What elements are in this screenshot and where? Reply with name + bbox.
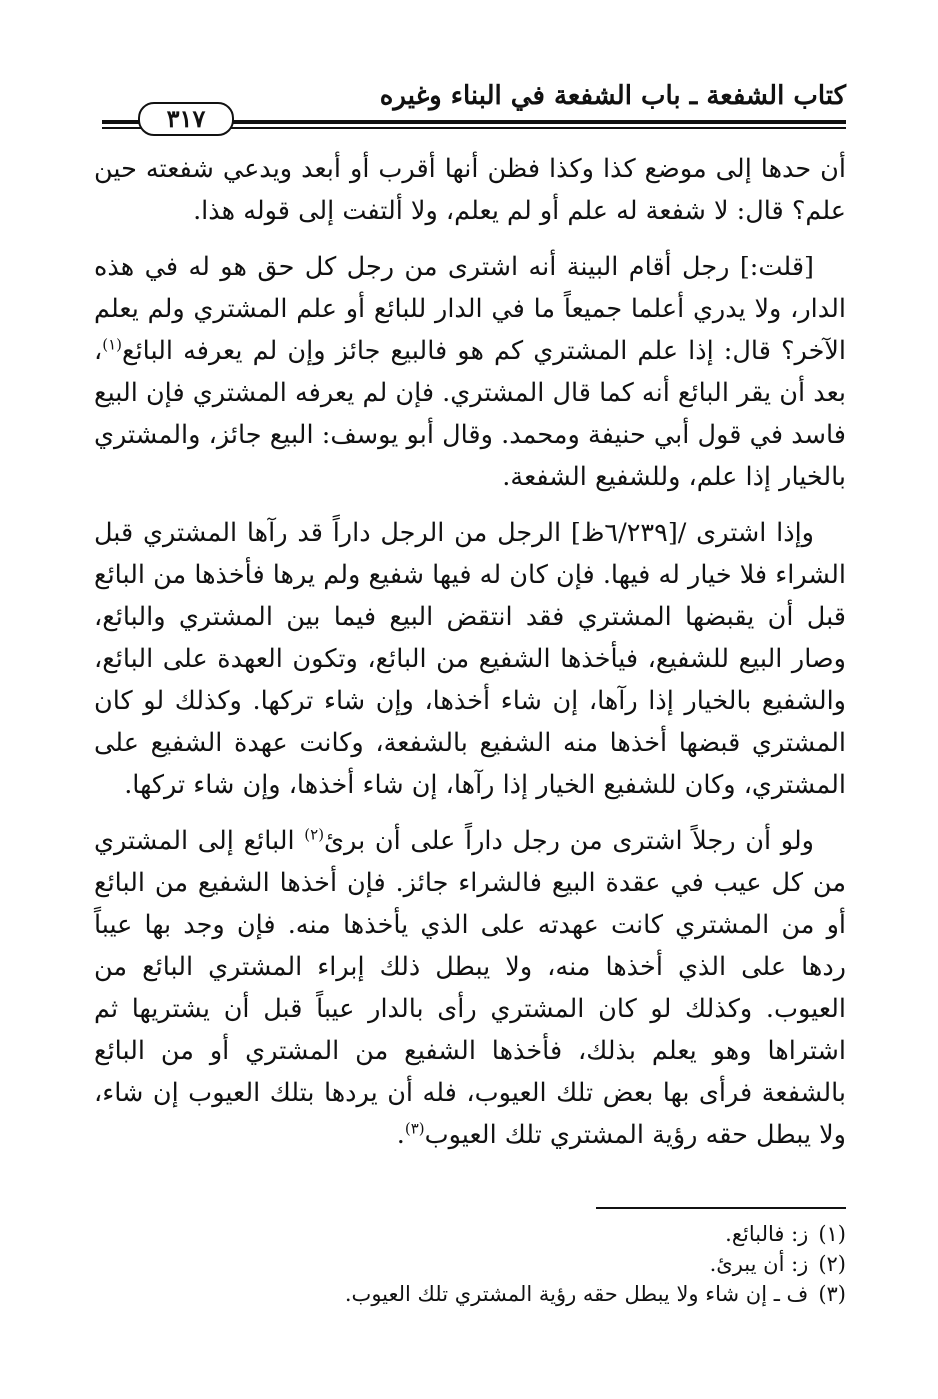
paragraph-3: وإذا اشترى /[٦/٢٣٩ظ] الرجل من الرجل داراً قد رآها المشتري قبل الشراء فلا خيار له فيها. فإن كان له فيها شفيع ولم يرها فأخذها من البائع قبل أن يقبضها المشتري فقد انتقض البيع فيما بين المشتري والبائع، وصار البيع للشفيع، فيأخذها الشفيع من البائع، وتكون العهدة على البائع، والشفيع بالخيار إذا رآها، إن شاء أخذها، وإن شاء تركها. وكذلك لو كان المشتري قبضها أخذها منه الشفيع بالشفعة، وكانت عهدة الشفيع على المشتري، وكان للشفيع الخيار إذا رآها، إن شاء أخذها، وإن شاء تركها.: [94, 518, 846, 800]
footnote-1: [94, 1219, 846, 1249]
paragraph-2: [قلت:] رجل أقام البينة أنه اشترى من رجل كل حق هو له في هذه الدار، ولا يدري أعلما جميعاً ما في الدار للبائع أو علم المشتري ولم يعلم الآخر؟ قال: إذا علم المشتري كم هو فالبيع جائز وإن لم يعرفه البائع$^{(١)}$، بعد أن يقر البائع أنه كما قال المشتري. فإن لم يعرفه المشتري فإن البيع فاسد في قول أبي حنيفة ومحمد. وقال أبو يوسف: البيع جائز، والمشتري بالخيار إذا علم، وللشفيع الشفعة.: [94, 252, 846, 492]
footnote-separator: [596, 1207, 846, 1209]
paragraph-4: ولو أن رجلاً اشترى من رجل داراً على أن برئ$^{(٢)}$ البائع إلى المشتري من كل عيب في عقدة البيع فالشراء جائز. فإن أخذها الشفيع من البائع أو من المشتري كانت عهدته على الذي يأخذها منه. فإن وجد بها عيباً ردها على الذي أخذها منه، ولا يبطل ذلك إبراء المشتري البائع من العيوب. وكذلك لو كان المشتري رأى بالدار عيباً قبل أن يشتريها ثم اشتراها وهو يعلم بذلك، فأخذها الشفيع من المشتري أو من البائع بالشفعة فرأى بها بعض تلك العيوب، فله أن يردها بتلك العيوب إن شاء، ولا يبطل حقه رؤية المشتري تلك العيوب$^{(٣)}$.: [94, 825, 846, 1150]
footnote-number: (٢): [818, 1252, 846, 1276]
footnote-ref-2: (٢): [304, 825, 325, 844]
footnote-text: ف ـ إن شاء ولا يبطل حقه رؤية المشتري تلك العيوب.: [344, 1282, 809, 1306]
footnotes: [94, 1219, 846, 1309]
footnote-text: ز: أن يبرئ.: [709, 1252, 809, 1276]
main-text: [94, 148, 846, 1170]
running-title: كتاب الشفعة ـ باب الشفعة في البناء وغيره: [379, 81, 846, 111]
footnote-number: (٣): [818, 1282, 846, 1306]
footnote-number: (١): [818, 1222, 846, 1246]
paragraph-1: أن حدها إلى موضع كذا وكذا فظن أنها أقرب أو أبعد ويدعي شفعته حين علم؟ قال: لا شفعة له علم أو لم يعلم، ولا ألتفت إلى قوله هذا.: [94, 154, 846, 226]
footnote-text: ز: فالبائع.: [725, 1222, 809, 1246]
footnote-3: [94, 1279, 846, 1309]
footnote-2: [94, 1249, 846, 1279]
footnote-ref-1: (١): [102, 335, 123, 354]
footnote-ref-3: (٣): [404, 1119, 425, 1138]
page-number: ٣١٧: [138, 102, 234, 136]
